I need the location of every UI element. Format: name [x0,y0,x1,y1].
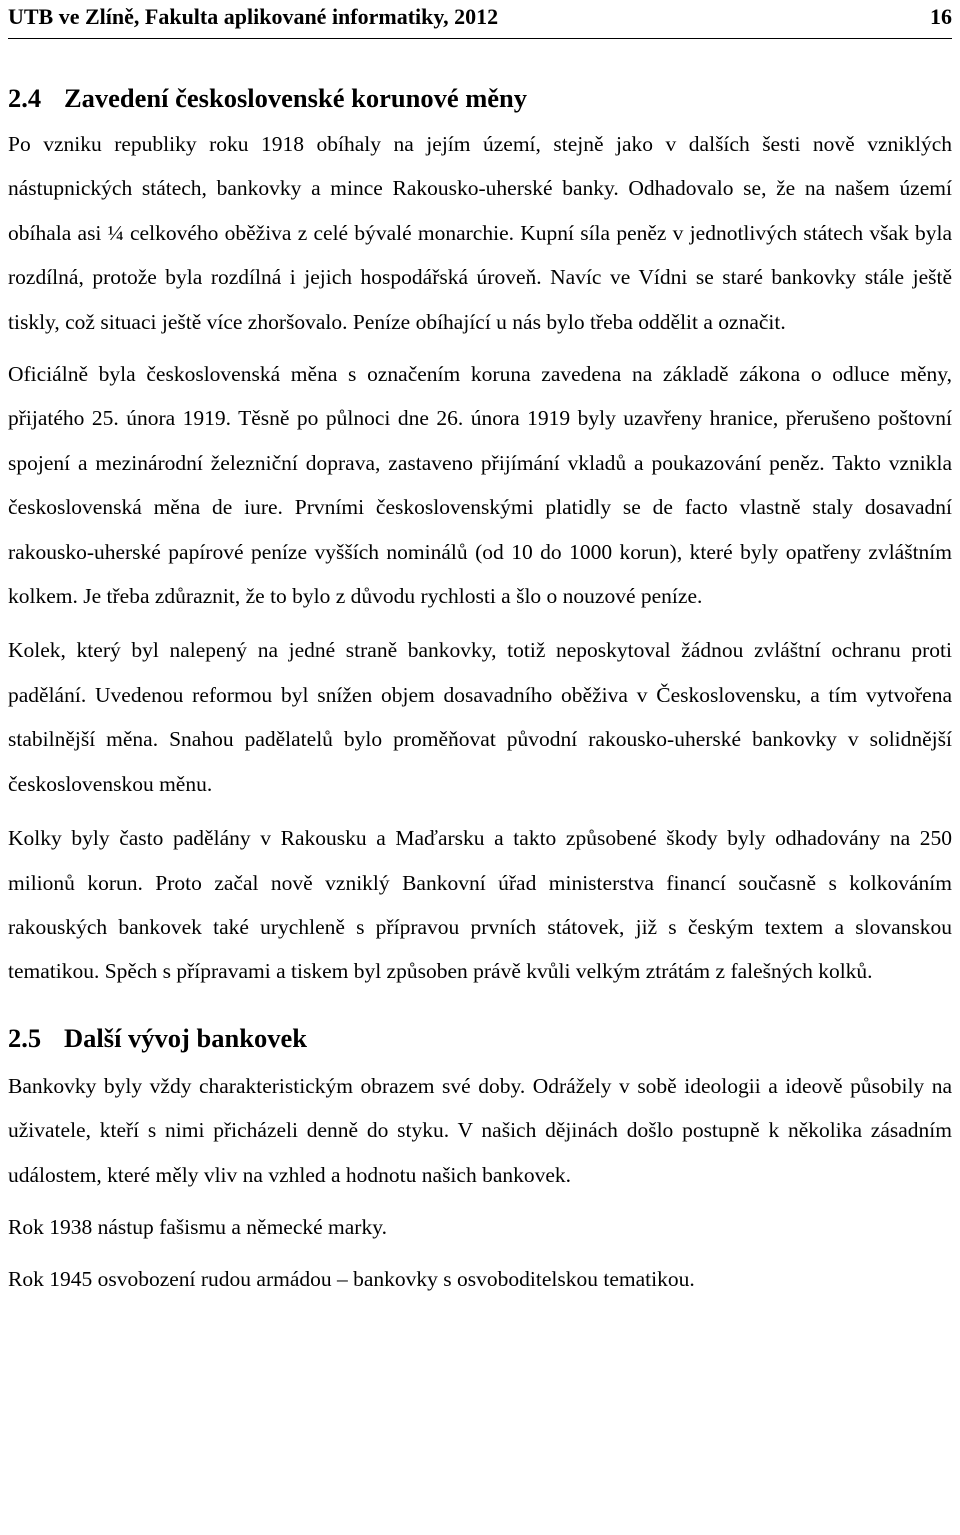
paragraph: Oficiálně byla československá měna s označením koruna zavedena na základě zákona o odluce měny, přijatého 25. února 1919. Těsně po půlnoci dne 26. února 1919 byly uzavřeny hranice, přerušeno poštovní spojení a mezinárodní železniční doprava, zastaveno přijímání vkladů a poukazování peněz. Takto vznikla československá měna de iure. Prvními československými platidly se de facto vlastně staly dosavadní rakousko-uherské papírové peníze vyšších nominálů (od 10 do 1000 korun), které byly opatřeny zvláštním kolkem. Je třeba zdůraznit, že to bylo z důvodu rychlosti a šlo o nouzové peníze. [8,362,952,609]
paragraph: Kolky byly často padělány v Rakousku a Maďarsku a takto způsobené škody byly odhadovány na 250 milionů korun. Proto začal nově vzniklý Bankovní úřad ministerstva financí současně s kolkováním rakouských bankovek také urychleně s přípravou prvních státovek, již s českým textem a slovanskou tematikou. Spěch s přípravami a tiskem byl způsoben právě kvůli velkým ztrátám z falešných kolků. [8,826,952,984]
paragraph: Po vzniku republiky roku 1918 obíhaly na jejím území, stejně jako v dalších šesti nově vzniklých nástupnických státech, bankovky a mince Rakousko-uherské banky. Odhadovalo se, že na našem území obíhala asi ¼ celkového oběživa z celé bývalé monarchie. Kupní síla peněz v jednotlivých státech však byla rozdílná, protože byla rozdílná i jejich hospodářská úroveň. Navíc ve Vídni se staré bankovky stále ještě tiskly, což situaci ještě více zhoršovalo. Peníze obíhající u nás bylo třeba oddělit a označit. [8,132,952,334]
paragraph: Bankovky byly vždy charakteristickým obrazem své doby. Odrážely v sobě ideologii a ideově působily na uživatele, kteří s nimi přicházeli denně do styku. V našich dějinách došlo postupně k několika zásadním událostem, které měly vliv na vzhled a hodnotu našich bankovek. [8,1073,952,1187]
section-title: Zavedení československé korunové měny [64,83,528,113]
section-number: 2.4 [8,83,42,113]
header-title: UTB ve Zlíně, Fakulta aplikované informatiky, 2012 [8,4,499,29]
header-divider [8,38,952,39]
page-number: 16 [930,4,952,29]
document-body [8,76,952,1302]
section-number: 2.5 [8,1022,42,1053]
page-header [8,4,952,40]
section-title: Další vývoj bankovek [64,1022,307,1053]
paragraph: Rok 1945 osvobození rudou armádou – bankovky s osvoboditelskou tematikou. [8,1267,695,1292]
paragraph: Rok 1938 nástup fašismu a německé marky. [8,1214,387,1239]
paragraph: Kolek, který byl nalepený na jedné straně bankovky, totiž neposkytoval žádnou zvláštní ochranu proti padělání. Uvedenou reformou byl snížen objem dosavadního oběživa v Československu, a tím vytvořena stabilnější měna. Snahou padělatelů bylo proměňovat původní rakousko-uherské bankovky v solidnější československou měnu. [8,638,952,796]
section-heading-2-5 [8,1016,952,1060]
section-heading-2-4 [8,76,952,120]
